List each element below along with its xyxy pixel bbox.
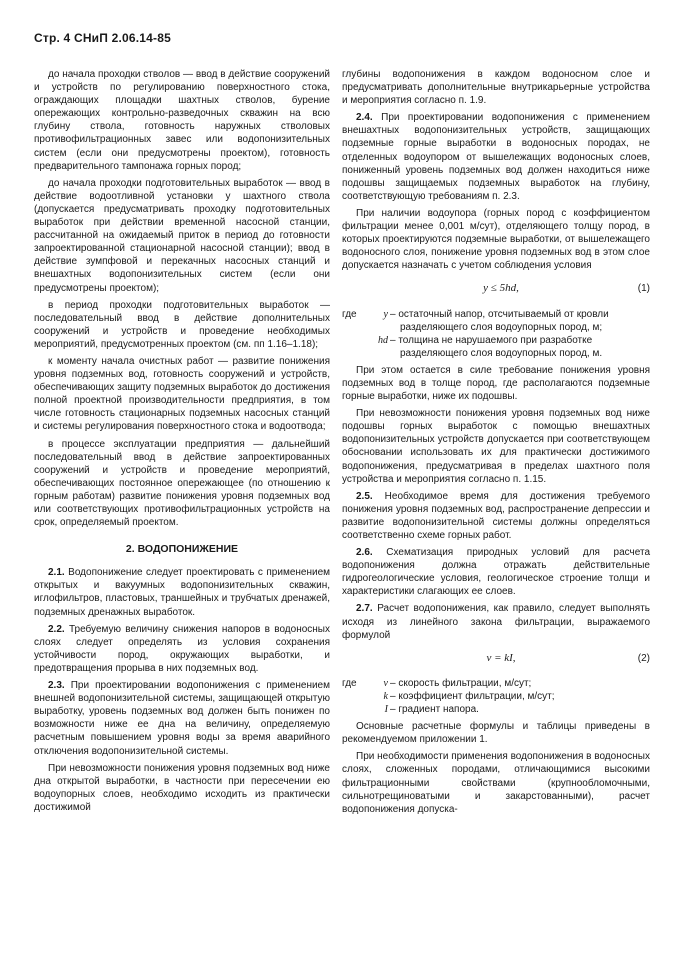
symbol-description: – скорость фильтрации, м/сут; [390, 677, 532, 689]
paragraph: При невозможности понижения уровня подземных вод ниже дна открытой выработки, в частности при пересечении ею водоупорных слоев, необходимо исходить из практически достижимой [34, 762, 330, 813]
symbol: hd [378, 334, 388, 346]
formula-expression: v = kI, [486, 651, 516, 664]
paragraph: в период проходки подготовительных выработок — последовательный ввод в действие дополнительных сооружений и устройств и проведение необходимых мероприятий, предусмотренных проектом (см. пп 1.16–1.18); [34, 299, 330, 350]
symbol: I [384, 704, 388, 716]
symbol: v [383, 677, 388, 689]
paragraph: глубины водопонижения в каждом водоносном слое и предусматривать дополнительные внутрикарьерные устройства и мероприятия согласно п. 1.9. [342, 69, 650, 107]
clause-2-7 [342, 602, 650, 641]
paragraph: При необходимости применения водопонижения в водоносных слоях, сложенных породами, отличающимися высокими фильтрационными свойствами (крупнообломочными, сильнотрещиноватыми и закарстованными), расчет водопонижения допуска- [342, 751, 650, 815]
paragraph: до начала проходки подготовительных выработок — ввод в действие водоотливной установки у шахтного ствола (допускается предусматривать проходку подготовительных выработок при действии временной насосной станции, рассчитанной на ожидаемый приток в период до готовности запроектированной стационарной насосной станции); ввод в действие зумпфовой и перекачных насосных станций и внешахтных водопонизительных систем (если они предусмотрены проектом); [34, 177, 330, 294]
formula-number: (2) [637, 652, 650, 664]
right-column [342, 68, 650, 820]
clause-2-1 [34, 566, 330, 618]
symbol: y [383, 308, 388, 320]
symbol-description: – градиент напора. [390, 704, 479, 716]
formula-2 [342, 652, 650, 665]
symbol: k [383, 690, 388, 702]
clause-number: 2.2. [48, 623, 65, 635]
paragraph: При невозможности понижения уровня подземных вод ниже подошвы горных выработок с помощью внешахтных водопонизительных устройств допускается при соответствующем обосновании использовать их для практически достижимого водопонижения, предусматривая в пределах шахтного поля устройства и мероприятия согласно п. 1.15. [342, 408, 650, 485]
clause-2-3 [34, 679, 330, 758]
clause-text: При проектировании водопонижения с применением внешахтных водопонизительных устройств, защищающих подземные горные выработки в водоносных породах, не отделенных водоупором от вышележащих водоносных слоев, пониженный уровень подземных вод должен находиться ниже подошвы защищаемых подземных выработок на глубину, соответствующую требованиям п. 2.3. [342, 112, 650, 202]
formula-1 [342, 282, 650, 295]
clause-2-5 [342, 490, 650, 542]
paragraph: Основные расчетные формулы и таблицы приведены в рекомендуемом приложении 1. [342, 721, 650, 746]
clause-number: 2.1. [48, 567, 65, 579]
paragraph: При наличии водоупора (горных пород с коэффициентом фильтрации менее 0,001 м/сут), отделяющего толщу пород, в которых проектируются подземные выработки, от вышележащего водоносного слоя, понижение уровня подземных вод в этом слое допускается назначать с учетом соблюдения условия [342, 207, 650, 272]
symbol-description: – коэффициент фильтрации, м/сут; [390, 690, 555, 702]
clause-text: Требуемую величину снижения напоров в водоносных слоях следует определять из условия сохранения устойчивости пород, окружающих выработки, и предотвращения прорыва в них подземных вод. [34, 623, 330, 674]
clause-text: При проектировании водопонижения с применением внешней водопонизительной системы, защищающей открытую выработку, уровень подземных вод должен быть понижен по возможности ниже ее дна на величину, определяемую расчетным повышением уровня воды за время аварийного отключения водопонизительной системы. [34, 680, 330, 757]
clause-2-4 [342, 111, 650, 203]
formula-number: (1) [637, 283, 650, 295]
clause-number: 2.6. [356, 547, 373, 559]
formula-expression: y ≤ 5hd, [483, 282, 519, 295]
paragraph: до начала проходки стволов — ввод в действие сооружений и устройств по регулированию поверхностного стока, ограждающих площадки шахтных стволов, бурение опережающих контрольно-разведочных скважин на всю глубину ствола, готовность наружных стволовых противофильтрационных завес или водопонизительных систем (если они предусмотрены проектом), готовность предварительного тампонажа горных пород; [34, 69, 330, 172]
where-label: где [342, 677, 357, 689]
clause-number: 2.4. [356, 112, 373, 124]
clause-text: Необходимое время для достижения требуемого понижения уровня подземных вод, распространение депрессии и развитие водопонизительной системы должны определяться соответственно схеме горных работ. [342, 490, 651, 541]
clause-text: Схематизация природных условий для расчета водопонижения должна отражать действительные гидрогеологические условия, геологическое строение толщи и характеристики слагающих ее слоев. [342, 547, 651, 598]
paragraph: в процессе эксплуатации предприятия — дальнейший последовательный ввод в действие запроектированных сооружений и устройств и проведение мероприятий, обеспечивающих постоянное опережающее (по отношению к горным работам) развитие понижения уровня подземных вод или соответствующих противофильтрационных устройств на срок, определяемый проектом. [34, 438, 330, 529]
clause-number: 2.7. [356, 603, 373, 615]
paragraph: При этом остается в силе требование понижения уровня подземных вод в толще пород, где располагаются подземные горные выработки, ниже их подошвы. [342, 364, 650, 403]
clause-number: 2.5. [356, 490, 373, 502]
symbol-description: – толщина не нарушаемого при разработке разделяющего слоя водоупорных пород, м. [390, 334, 603, 359]
left-column [34, 68, 330, 818]
clause-2-2 [34, 623, 330, 675]
where-label: где [342, 308, 357, 320]
page-header: Стр. 4 СНиП 2.06.14-85 [34, 31, 171, 45]
clause-text: Водопонижение следует проектировать с применением открытых и вакуумных водопонизительных скважин, иглофильтров, пластовых, траншейных и трубчатых дренажей, подземных дренажных выработок. [34, 567, 331, 618]
symbol-description: – остаточный напор, отсчитываемый от кровли разделяющего слоя водоупорных пород, м; [390, 308, 609, 333]
clause-text: Расчет водопонижения, как правило, следует выполнять исходя из линейного закона фильтрации, выражаемого формулой [342, 603, 651, 641]
section-title: 2. ВОДОПОНИЖЕНИЕ [125, 543, 239, 556]
formula-legend [342, 677, 650, 716]
clause-2-6 [342, 546, 650, 598]
paragraph: к моменту начала очистных работ — развитие понижения уровня подземных вод, готовность сооружений и устройств, обеспечивающих защиту подземных выработок до достижения полной проектной производительности предприятия, в том числе готовность стационарных подземных насосных станций и системы регулирования поверхностного стока и водоотвода; [34, 355, 330, 433]
clause-number: 2.3. [48, 680, 65, 692]
formula-legend [342, 308, 650, 360]
